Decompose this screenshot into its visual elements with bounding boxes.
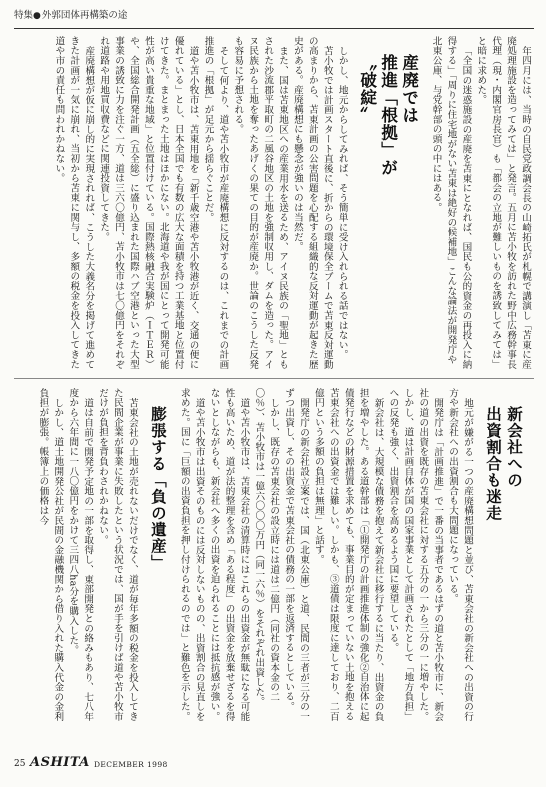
paragraph: しかし、道土地開発公社が民間の金融機関から借り入れた購入代金の金利負担が膨張。帳簿上の価格は今: [37, 388, 64, 721]
paragraph: 開発庁の新会社設立案では、国（北東公庫）と道、民間の三者が三分の一ずつ出資し、その出資金で苫東会社の債務の一部を返済するとしている。: [283, 388, 310, 721]
heading-line: 出資割合も迷走: [484, 406, 502, 522]
header-marker: ●: [33, 11, 41, 21]
heading-line-prefix: 推進「: [378, 54, 398, 107]
magazine-logo: ASHITA: [30, 755, 90, 770]
heading-accent: 負の遺産: [148, 488, 167, 555]
section-heading-sanpai: [357, 36, 420, 374]
header-rule: [14, 28, 534, 29]
heading-prefix: 膨張する「: [148, 406, 167, 489]
running-header: [14, 9, 534, 23]
heading-suffix: 」: [148, 554, 167, 571]
paragraph: 地元が嫌がる一つの産廃構想問題と並び、苫東会社の新会社への出資の行方や新会社への出資割合も大問題になっている。: [447, 388, 473, 721]
paragraph: 開発庁は「計画推進」で一番の当事者であるはずの道と苫小牧市に、新会社の道の出資を既存の苫東会社に対する五分の一から三分の一に増やした。しかし、道は計画自体が国の国家事業として計画されたとして「地方負担」への反発も強く、出資割合を高めるよう国に要望している。: [387, 388, 444, 722]
heading-line: 新会社への: [505, 406, 523, 489]
issue-date: DECEMBER 1998: [94, 760, 168, 769]
heading-line-suffix: 」が: [378, 141, 398, 177]
paragraph: 苫小牧では計画スタート直後に、折からの環境保全ブームで苫東反対運動の高まりから、苫東計画の公害問題を心配する組織的な反対運動が起きた歴史がある。産廃構想にも懸念が強いのは当然だ。: [291, 36, 333, 370]
heading-line: 〝破綻〟: [357, 54, 377, 124]
page-number: 25: [14, 759, 26, 769]
paragraph: 道や苫小牧市は、苫東用地を「新千歳空港や苫小牧港が近く、交通の便に優れている」とし、日本全国でも有数の広大な面積を持つ工業基地と位置付けてきた。まとまった土地はほかにない。北海道や我が国にとって開発可能性が高い貴重な地域」と位置付けている。国際熱核融合実験炉（ＩＴＥＲ）や、全国総合開発計画（五全総）に盛り込まれた国際ハブ空港といった大型事業の誘致に力を注ぐ一方、道は三六〇億円、苫小牧市は七〇億円をそれぞれ道路や用地買収費などに関連投資してきた。: [98, 36, 199, 370]
paragraph: また、国は苫東地区への産業用水を送るため、アイヌ民族の「聖地」ともされた沙流郡平取町の二風谷地区の土地を強制収用し、ダムを造った。アイヌ民族から土地を奪ったあげくの果ての目的が産廃か。世論のこうした反発も容易に予想される。: [232, 36, 289, 370]
paragraph: 道や苫小牧市は、苫東会社の清算時にはこれらの出資金が無駄になる可能性も高いため、道が法的整理を含め「ある程度」の出資金を放棄せざるを得ないとしながらも、新会社へ多くの出資を迫られることには抵抗感が強い。: [208, 388, 250, 722]
tier-divider: [14, 378, 534, 379]
paragraph: 道は自前で開発予定地の一部を取得し、東部開発との絡みもあり、七八年度から六年間に一八〇億円をかけて三四八ha分を購入した。: [67, 388, 94, 721]
page-footer: [14, 757, 534, 773]
heading-accent: 根拠: [378, 106, 398, 142]
paragraph: しかし、既存の苫東会社の設立時には道は二億円（同社の資本金の二〇％）、苫小牧市は一億六〇〇〇万円（同一六％）をそれぞれ出資した。: [253, 388, 280, 707]
article-top-columns: [14, 36, 532, 374]
paragraph: しかし、地元からしてみれば、そう簡単に受け入れられる話ではない。: [336, 45, 348, 360]
paragraph: 苫東会社の土地が売れないだけでなく、道が毎年多額の税金を投入してきた民間企業が事業に失敗したという状況では、国が手を引けば道や苫小牧市だけが負担を背負わされかねない。: [97, 388, 138, 722]
article-bottom-columns: [14, 388, 532, 726]
header-prefix: 特集: [14, 10, 34, 21]
paragraph: 「全国の迷惑施設の産廃を苫東にとなれば、国民も公的資金の再投入に納得する」「周りに住宅地がない苫東は絶好の候補地」こんな論法が開発庁や北東公庫、与党幹部の頭の中にはある。: [430, 36, 472, 369]
paragraph: そして何より、道や苫小牧市が産廃構想に反対するのは、これまでの計画推進の「根拠」が足元から揺らぐことだ。: [202, 36, 229, 369]
paragraph: 産廃構想が仮に崩し的に実現されれば、こうした大義名分を掲げて進めてきた計画が一気に崩れ、当初から苫東に関与し、多額の税金を投入してきた道や市の責任も問われかねない。: [53, 36, 95, 370]
heading-line: 産廃では: [399, 54, 419, 124]
paragraph: 道や苫小牧市は出資そのものには反対しないものの、出資割合の見直しを求めた。国に「巨額の出資負担を押し付けられるのでは」と難色を示した。: [178, 388, 205, 722]
section-heading-shusshi: [482, 388, 524, 726]
header-title: 外郭団体再構築の途: [41, 10, 128, 21]
paragraph: 年四月には、当時の自民党政調会長の山崎拓氏が札幌で講演し「苫東に産廃処理施設を造ってみては」と発言。五月に苫小牧を訪れた野中広務幹事長代理（現・内閣官房長官）も「都会の立地が難しいものを誘致してみては」と暗に求めた。: [475, 36, 531, 370]
paragraph: 新会社は、大規模な債務を抱えて新会社に移行するに当たり、出資金の負担を増やした。ある道幹部は「①開発庁の計画推進体制の強化②自治体に起債発行などの財源措置を求めても、事業目的が定まっていない土地を抱える苫東会社への出資金では難しい。しかも、③道債は限度に達しており、二百億円という多額の負担は無理」と話す。: [312, 388, 384, 722]
section-heading-fu-no-isan: [147, 388, 168, 726]
